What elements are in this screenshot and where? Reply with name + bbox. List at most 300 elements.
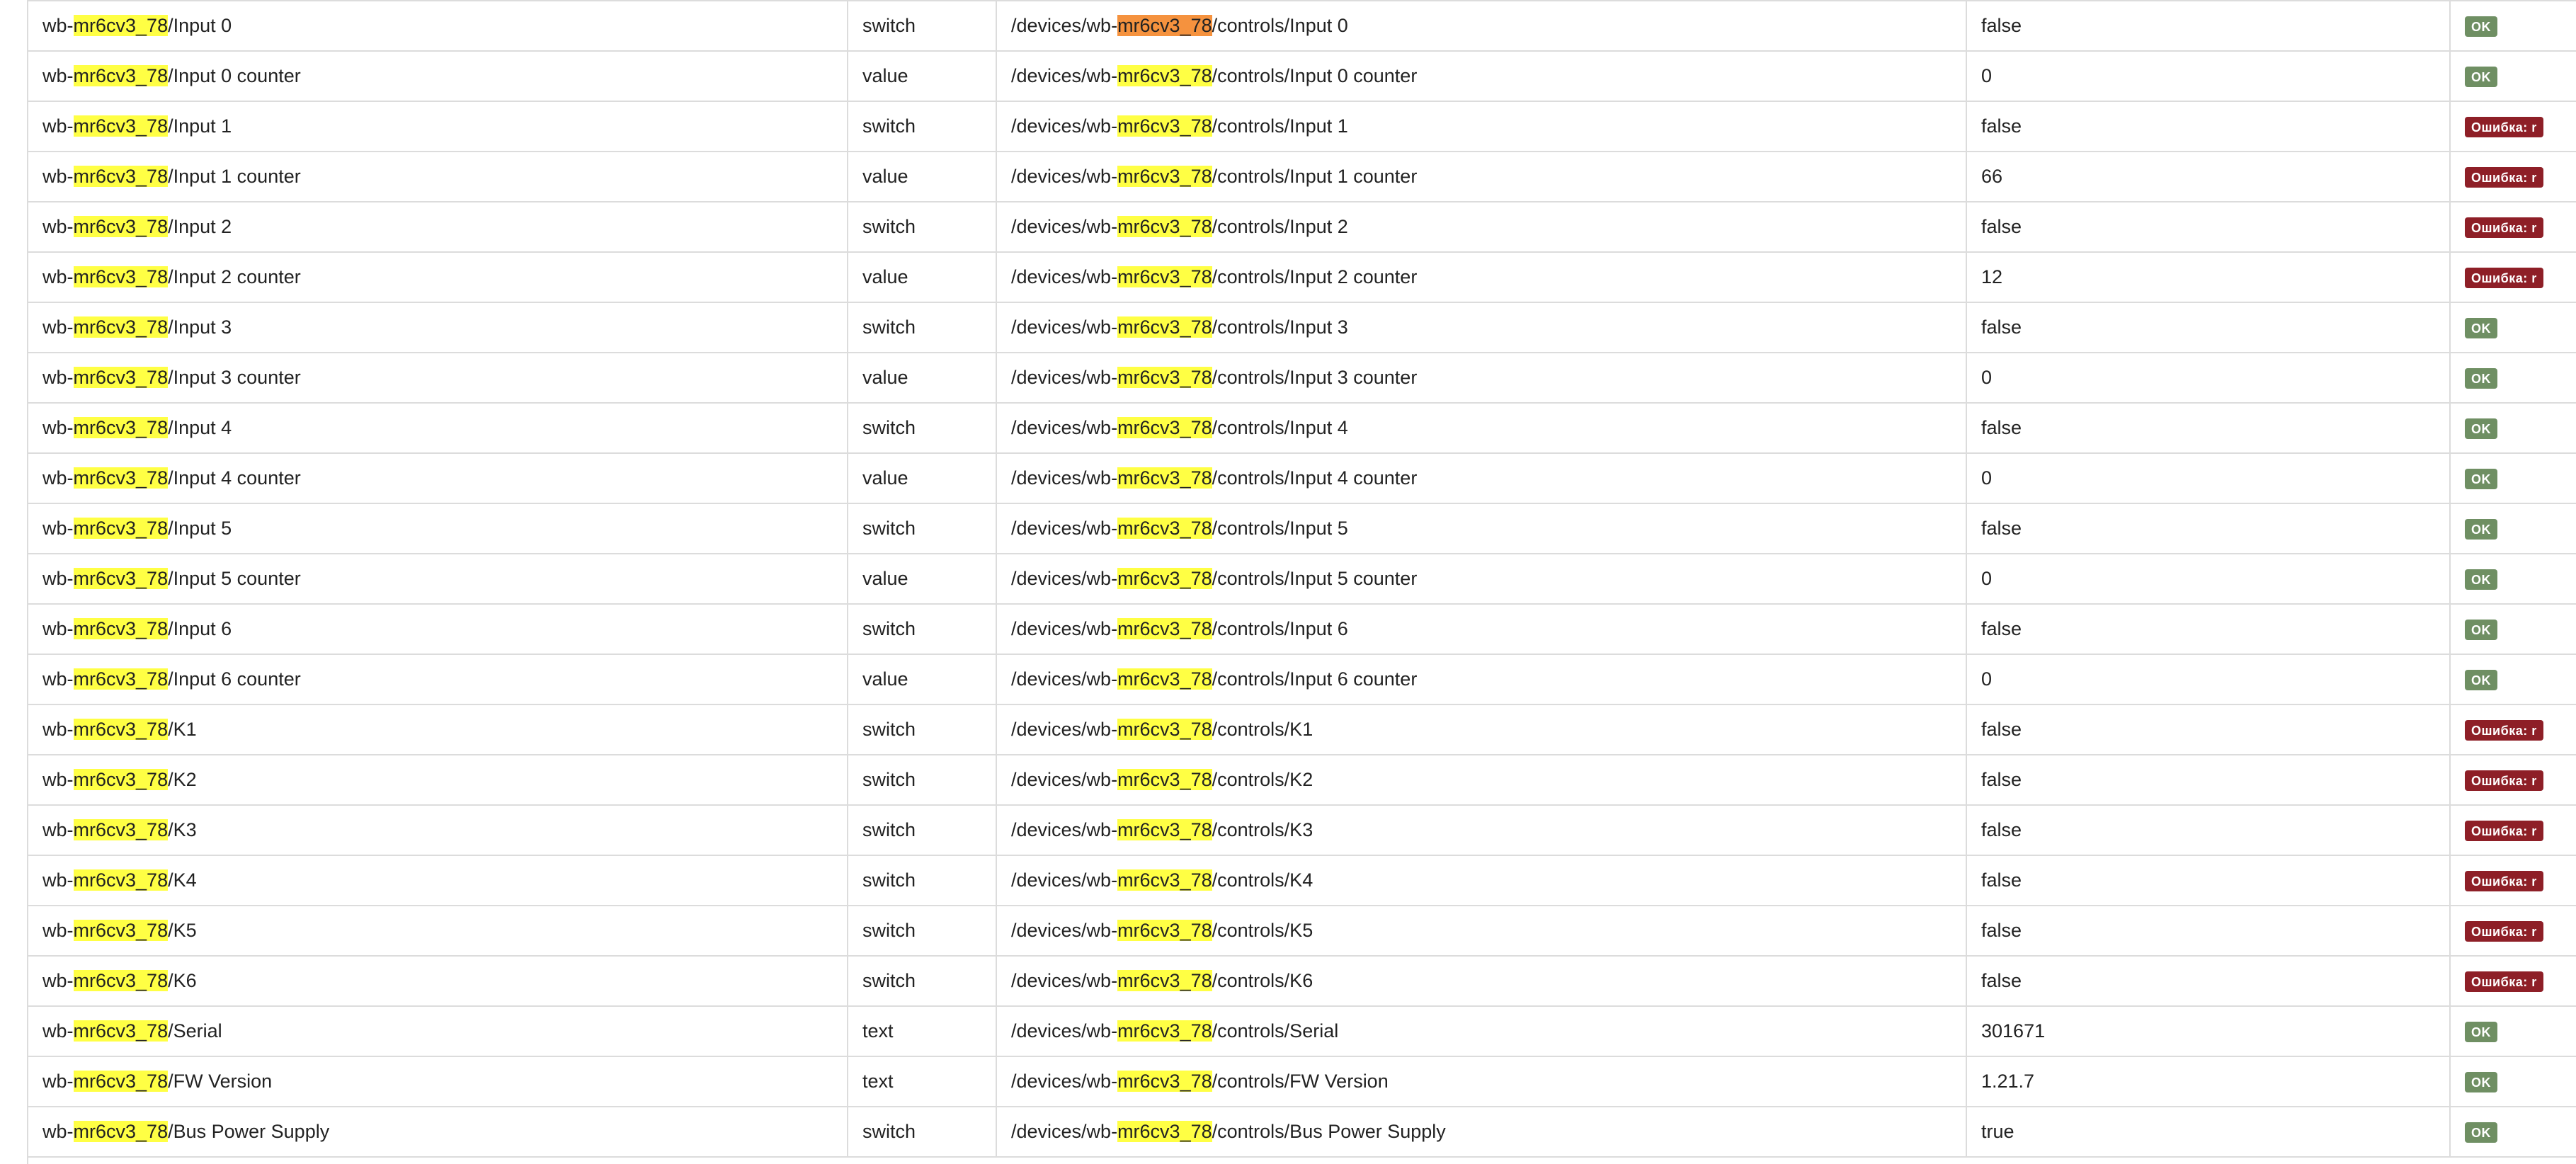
- status-badge: OK: [2465, 519, 2497, 540]
- table-row[interactable]: [28, 403, 2576, 453]
- channel-type: switch: [862, 920, 916, 941]
- search-match-highlight: mr6cv3_78: [73, 869, 169, 891]
- channel-name-prefix: wb-: [42, 367, 74, 388]
- channel-name-suffix: /Input 1: [168, 115, 232, 137]
- channel-value-cell: [1966, 1107, 2450, 1157]
- table-row[interactable]: [28, 554, 2576, 604]
- channel-value: false: [1981, 769, 2022, 790]
- channel-value: false: [1981, 518, 2022, 539]
- channel-name-prefix: wb-: [42, 819, 74, 840]
- topic-prefix: /devices/wb-: [1011, 970, 1118, 991]
- channel-value-cell: [1966, 1, 2450, 51]
- channel-value: false: [1981, 618, 2022, 639]
- channel-name-prefix: wb-: [42, 668, 74, 690]
- status-badge: OK: [2465, 670, 2497, 690]
- mqtt-topic-cell: [996, 704, 1966, 755]
- search-match-highlight: mr6cv3_78: [73, 216, 169, 237]
- search-match-highlight: mr6cv3_78: [1117, 618, 1212, 639]
- channel-type: value: [862, 166, 908, 187]
- channel-name-prefix: wb-: [42, 1020, 74, 1042]
- search-match-highlight: mr6cv3_78: [1117, 1121, 1212, 1142]
- channel-name-cell: [28, 906, 848, 956]
- channel-value: false: [1981, 719, 2022, 740]
- table-row[interactable]: [28, 453, 2576, 503]
- channel-name-cell: [28, 101, 848, 152]
- channel-name-cell: [28, 654, 848, 704]
- channel-type-cell: [848, 755, 996, 805]
- channel-value: 12: [1981, 266, 2003, 287]
- search-match-highlight: mr6cv3_78: [1117, 568, 1212, 589]
- topic-prefix: /devices/wb-: [1011, 869, 1118, 891]
- channel-value: 0: [1981, 65, 1993, 86]
- status-cell: [2450, 604, 2576, 654]
- channel-name-suffix: /Input 4: [168, 417, 232, 438]
- search-match-highlight: mr6cv3_78: [1117, 1071, 1212, 1092]
- channel-value-cell: [1966, 302, 2450, 353]
- table-row[interactable]: [28, 302, 2576, 353]
- channel-type-cell: [848, 403, 996, 453]
- search-match-highlight: mr6cv3_78: [73, 15, 169, 36]
- channel-type-cell: [848, 453, 996, 503]
- mqtt-topic-cell: [996, 453, 1966, 503]
- mqtt-topic-cell: [996, 1107, 1966, 1157]
- channel-name-cell: [28, 503, 848, 554]
- table-row[interactable]: [28, 202, 2576, 252]
- topic-prefix: /devices/wb-: [1011, 819, 1118, 840]
- search-match-highlight: mr6cv3_78: [73, 1121, 169, 1142]
- channel-type-cell: [848, 956, 996, 1006]
- status-cell: [2450, 956, 2576, 1006]
- table-row[interactable]: [28, 956, 2576, 1006]
- channel-type-cell: [848, 51, 996, 101]
- search-match-highlight: mr6cv3_78: [73, 819, 169, 840]
- status-badge: Ошибка: r: [2465, 217, 2543, 238]
- status-badge: OK: [2465, 1072, 2497, 1092]
- channel-value: false: [1981, 970, 2022, 991]
- channel-value-cell: [1966, 704, 2450, 755]
- table-row[interactable]: [28, 755, 2576, 805]
- channel-value-cell: [1966, 202, 2450, 252]
- channel-value: false: [1981, 920, 2022, 941]
- table-row[interactable]: [28, 353, 2576, 403]
- topic-suffix: /controls/Bus Power Supply: [1212, 1121, 1446, 1142]
- table-row[interactable]: [28, 855, 2576, 906]
- status-badge: Ошибка: r: [2465, 720, 2543, 741]
- search-match-highlight: mr6cv3_78: [73, 668, 169, 690]
- channel-value-cell: [1966, 604, 2450, 654]
- topic-suffix: /controls/K6: [1212, 970, 1313, 991]
- search-match-highlight: mr6cv3_78: [73, 920, 169, 941]
- channel-name-prefix: wb-: [42, 769, 74, 790]
- channels-table-container: [27, 0, 2576, 1164]
- search-match-highlight: mr6cv3_78: [1117, 266, 1212, 287]
- topic-prefix: /devices/wb-: [1011, 367, 1118, 388]
- channel-value: false: [1981, 216, 2022, 237]
- channel-type: switch: [862, 618, 916, 639]
- topic-prefix: /devices/wb-: [1011, 316, 1118, 338]
- topic-prefix: /devices/wb-: [1011, 618, 1118, 639]
- topic-prefix: /devices/wb-: [1011, 668, 1118, 690]
- mqtt-topic-cell: [996, 302, 1966, 353]
- search-match-highlight: mr6cv3_78: [1117, 65, 1212, 86]
- channel-type: switch: [862, 417, 916, 438]
- table-row[interactable]: [28, 1, 2576, 51]
- channel-type: switch: [862, 970, 916, 991]
- channel-name-suffix: /Input 6 counter: [168, 668, 301, 690]
- channel-value-cell: [1966, 252, 2450, 302]
- status-badge: Ошибка: r: [2465, 117, 2543, 137]
- channel-value: false: [1981, 417, 2022, 438]
- channel-value: false: [1981, 15, 2022, 36]
- topic-prefix: /devices/wb-: [1011, 1020, 1118, 1042]
- channel-type: value: [862, 568, 908, 589]
- status-badge: OK: [2465, 67, 2497, 87]
- table-row[interactable]: [28, 152, 2576, 202]
- topic-suffix: /controls/FW Version: [1212, 1071, 1389, 1092]
- topic-suffix: /controls/Input 4 counter: [1212, 467, 1418, 489]
- topic-prefix: /devices/wb-: [1011, 15, 1118, 36]
- channel-name-suffix: /Input 0: [168, 15, 232, 36]
- channel-value: 66: [1981, 166, 2003, 187]
- status-cell: [2450, 503, 2576, 554]
- search-match-highlight: mr6cv3_78: [73, 316, 169, 338]
- mqtt-topic-cell: [996, 1056, 1966, 1107]
- channel-name-suffix: /K4: [168, 869, 197, 891]
- channel-type-cell: [848, 1107, 996, 1157]
- channel-type-cell: [848, 503, 996, 554]
- channel-name-cell: [28, 1107, 848, 1157]
- search-match-highlight: mr6cv3_78: [73, 719, 169, 740]
- channel-name-cell: [28, 805, 848, 855]
- channel-name-suffix: /K6: [168, 970, 197, 991]
- channel-name-cell: [28, 704, 848, 755]
- status-cell: [2450, 403, 2576, 453]
- topic-prefix: /devices/wb-: [1011, 1121, 1118, 1142]
- channel-type-cell: [848, 554, 996, 604]
- search-match-highlight: mr6cv3_78: [73, 166, 169, 187]
- search-match-highlight: mr6cv3_78: [73, 970, 169, 991]
- mqtt-topic-cell: [996, 855, 1966, 906]
- channel-value-cell: [1966, 554, 2450, 604]
- topic-suffix: /controls/Input 5: [1212, 518, 1348, 539]
- topic-suffix: /controls/Serial: [1212, 1020, 1339, 1042]
- channel-name-cell: [28, 604, 848, 654]
- search-match-highlight: mr6cv3_78: [73, 367, 169, 388]
- channel-value: false: [1981, 115, 2022, 137]
- topic-suffix: /controls/K4: [1212, 869, 1313, 891]
- channel-name-suffix: /Input 3: [168, 316, 232, 338]
- status-cell: [2450, 654, 2576, 704]
- channel-type-cell: [848, 152, 996, 202]
- channel-value: 0: [1981, 568, 1993, 589]
- channel-value-cell: [1966, 101, 2450, 152]
- search-match-highlight: mr6cv3_78: [73, 65, 169, 86]
- channel-name-prefix: wb-: [42, 316, 74, 338]
- channel-name-prefix: wb-: [42, 719, 74, 740]
- status-badge: OK: [2465, 1122, 2497, 1143]
- table-row[interactable]: [28, 805, 2576, 855]
- mqtt-topic-cell: [996, 554, 1966, 604]
- status-badge: OK: [2465, 318, 2497, 338]
- channel-name-cell: [28, 1006, 848, 1056]
- mqtt-topic-cell: [996, 604, 1966, 654]
- channel-name-suffix: /Input 5: [168, 518, 232, 539]
- channel-value: true: [1981, 1121, 2014, 1142]
- topic-prefix: /devices/wb-: [1011, 115, 1118, 137]
- topic-prefix: /devices/wb-: [1011, 467, 1118, 489]
- mqtt-topic-cell: [996, 654, 1966, 704]
- channel-name-prefix: wb-: [42, 1071, 74, 1092]
- search-match-highlight: mr6cv3_78: [73, 518, 169, 539]
- topic-suffix: /controls/Input 3 counter: [1212, 367, 1418, 388]
- status-cell: [2450, 554, 2576, 604]
- channel-type: switch: [862, 719, 916, 740]
- channel-type: value: [862, 266, 908, 287]
- channel-type-cell: [848, 1, 996, 51]
- channel-type: switch: [862, 819, 916, 840]
- channel-value: false: [1981, 869, 2022, 891]
- status-badge: Ошибка: r: [2465, 971, 2543, 992]
- status-cell: [2450, 855, 2576, 906]
- search-match-highlight: mr6cv3_78: [1117, 769, 1212, 790]
- topic-suffix: /controls/Input 4: [1212, 417, 1348, 438]
- topic-suffix: /controls/K1: [1212, 719, 1313, 740]
- status-cell: [2450, 152, 2576, 202]
- status-cell: [2450, 202, 2576, 252]
- topic-prefix: /devices/wb-: [1011, 719, 1118, 740]
- search-match-highlight: mr6cv3_78: [73, 769, 169, 790]
- channel-value: 0: [1981, 467, 1993, 489]
- search-match-highlight: mr6cv3_78: [73, 1020, 169, 1042]
- table-row[interactable]: [28, 704, 2576, 755]
- channel-type: value: [862, 367, 908, 388]
- topic-prefix: /devices/wb-: [1011, 1071, 1118, 1092]
- search-match-highlight: mr6cv3_78: [1117, 1020, 1212, 1042]
- channel-name-cell: [28, 453, 848, 503]
- channel-name-prefix: wb-: [42, 467, 74, 489]
- channel-name-suffix: /Input 2 counter: [168, 266, 301, 287]
- topic-prefix: /devices/wb-: [1011, 266, 1118, 287]
- channel-name-prefix: wb-: [42, 568, 74, 589]
- status-badge: OK: [2465, 368, 2497, 389]
- channel-name-prefix: wb-: [42, 970, 74, 991]
- channel-type: text: [862, 1071, 894, 1092]
- channel-name-cell: [28, 1, 848, 51]
- mqtt-topic-cell: [996, 353, 1966, 403]
- status-cell: [2450, 302, 2576, 353]
- channel-name-cell: [28, 252, 848, 302]
- status-badge: Ошибка: r: [2465, 921, 2543, 942]
- search-match-highlight: mr6cv3_78: [73, 568, 169, 589]
- table-row[interactable]: [28, 1056, 2576, 1107]
- status-cell: [2450, 805, 2576, 855]
- topic-prefix: /devices/wb-: [1011, 518, 1118, 539]
- topic-suffix: /controls/Input 1: [1212, 115, 1348, 137]
- channel-name-cell: [28, 202, 848, 252]
- topic-suffix: /controls/K5: [1212, 920, 1313, 941]
- mqtt-topic-cell: [996, 152, 1966, 202]
- search-match-highlight: mr6cv3_78: [1117, 518, 1212, 539]
- channel-value-cell: [1966, 453, 2450, 503]
- topic-suffix: /controls/Input 5 counter: [1212, 568, 1418, 589]
- channel-name-suffix: /K2: [168, 769, 197, 790]
- mqtt-topic-cell: [996, 755, 1966, 805]
- search-match-highlight: mr6cv3_78: [73, 115, 169, 137]
- channel-value-cell: [1966, 755, 2450, 805]
- channel-name-cell: [28, 403, 848, 453]
- topic-suffix: /controls/Input 1 counter: [1212, 166, 1418, 187]
- status-cell: [2450, 51, 2576, 101]
- status-badge: OK: [2465, 16, 2497, 37]
- table-row[interactable]: [28, 503, 2576, 554]
- channel-name-suffix: /Input 0 counter: [168, 65, 301, 86]
- channel-name-prefix: wb-: [42, 216, 74, 237]
- channel-name-cell: [28, 353, 848, 403]
- channel-type: value: [862, 65, 908, 86]
- channel-name-suffix: /K5: [168, 920, 197, 941]
- search-match-highlight: mr6cv3_78: [73, 1071, 169, 1092]
- search-match-highlight: mr6cv3_78: [1117, 115, 1212, 137]
- search-match-highlight: mr6cv3_78: [1117, 417, 1212, 438]
- channel-type: switch: [862, 769, 916, 790]
- channel-type: switch: [862, 15, 916, 36]
- search-match-highlight: mr6cv3_78: [1117, 467, 1212, 489]
- channel-type-cell: [848, 604, 996, 654]
- channel-type-cell: [848, 101, 996, 152]
- mqtt-topic-cell: [996, 252, 1966, 302]
- channel-name-prefix: wb-: [42, 15, 74, 36]
- topic-prefix: /devices/wb-: [1011, 920, 1118, 941]
- channel-type-cell: [848, 252, 996, 302]
- table-row[interactable]: [28, 604, 2576, 654]
- table-row[interactable]: [28, 906, 2576, 956]
- channel-type-cell: [848, 704, 996, 755]
- channel-value-cell: [1966, 906, 2450, 956]
- channel-name-cell: [28, 554, 848, 604]
- channels-table: [28, 0, 2576, 1158]
- search-match-highlight: mr6cv3_78: [1117, 719, 1212, 740]
- channel-name-suffix: /FW Version: [168, 1071, 273, 1092]
- channel-name-cell: [28, 302, 848, 353]
- status-cell: [2450, 1056, 2576, 1107]
- channel-value-cell: [1966, 152, 2450, 202]
- channel-type-cell: [848, 202, 996, 252]
- status-badge: OK: [2465, 620, 2497, 640]
- channel-name-prefix: wb-: [42, 166, 74, 187]
- channel-value: 0: [1981, 668, 1993, 690]
- channel-value-cell: [1966, 503, 2450, 554]
- table-row[interactable]: [28, 654, 2576, 704]
- mqtt-topic-cell: [996, 51, 1966, 101]
- status-badge: Ошибка: r: [2465, 268, 2543, 288]
- search-match-highlight: mr6cv3_78: [1117, 970, 1212, 991]
- channel-value-cell: [1966, 855, 2450, 906]
- search-match-highlight: mr6cv3_78: [1117, 869, 1212, 891]
- search-match-highlight: mr6cv3_78: [73, 266, 169, 287]
- channel-name-prefix: wb-: [42, 417, 74, 438]
- topic-suffix: /controls/Input 0 counter: [1212, 65, 1418, 86]
- topic-suffix: /controls/Input 6: [1212, 618, 1348, 639]
- search-match-highlight: mr6cv3_78: [1117, 367, 1212, 388]
- channel-type: value: [862, 467, 908, 489]
- channel-name-suffix: /Input 4 counter: [168, 467, 301, 489]
- channel-type: text: [862, 1020, 894, 1042]
- mqtt-topic-cell: [996, 101, 1966, 152]
- search-match-highlight: mr6cv3_78: [1117, 316, 1212, 338]
- channel-type: switch: [862, 869, 916, 891]
- table-row[interactable]: [28, 51, 2576, 101]
- channel-name-suffix: /Input 6: [168, 618, 232, 639]
- status-badge: Ошибка: r: [2465, 167, 2543, 188]
- status-cell: [2450, 906, 2576, 956]
- mqtt-topic-cell: [996, 805, 1966, 855]
- channel-type-cell: [848, 353, 996, 403]
- status-cell: [2450, 1006, 2576, 1056]
- channel-name-prefix: wb-: [42, 618, 74, 639]
- channel-name-prefix: wb-: [42, 115, 74, 137]
- channel-name-prefix: wb-: [42, 1121, 74, 1142]
- status-badge: Ошибка: r: [2465, 871, 2543, 891]
- channel-name-suffix: /Input 2: [168, 216, 232, 237]
- channel-type-cell: [848, 906, 996, 956]
- channel-name-cell: [28, 855, 848, 906]
- channel-name-prefix: wb-: [42, 920, 74, 941]
- channel-name-suffix: /Bus Power Supply: [168, 1121, 330, 1142]
- search-match-highlight: mr6cv3_78: [1117, 216, 1212, 237]
- channel-name-cell: [28, 51, 848, 101]
- search-match-highlight: mr6cv3_78: [73, 467, 169, 489]
- channel-value-cell: [1966, 956, 2450, 1006]
- channel-value: 0: [1981, 367, 1993, 388]
- channel-value-cell: [1966, 805, 2450, 855]
- channel-value-cell: [1966, 1006, 2450, 1056]
- channel-value-cell: [1966, 654, 2450, 704]
- status-badge: OK: [2465, 418, 2497, 439]
- channel-name-suffix: /K1: [168, 719, 197, 740]
- topic-suffix: /controls/K2: [1212, 769, 1313, 790]
- channel-type-cell: [848, 654, 996, 704]
- status-cell: [2450, 353, 2576, 403]
- status-cell: [2450, 704, 2576, 755]
- table-row[interactable]: [28, 1006, 2576, 1056]
- mqtt-topic-cell: [996, 1, 1966, 51]
- status-cell: [2450, 252, 2576, 302]
- channel-type-cell: [848, 855, 996, 906]
- topic-prefix: /devices/wb-: [1011, 65, 1118, 86]
- table-row[interactable]: [28, 101, 2576, 152]
- channel-value: false: [1981, 819, 2022, 840]
- mqtt-topic-cell: [996, 1006, 1966, 1056]
- channel-name-prefix: wb-: [42, 869, 74, 891]
- channel-type: value: [862, 668, 908, 690]
- channel-name-suffix: /K3: [168, 819, 197, 840]
- channel-type-cell: [848, 302, 996, 353]
- search-match-highlight: mr6cv3_78: [1117, 166, 1212, 187]
- topic-suffix: /controls/Input 6 counter: [1212, 668, 1418, 690]
- table-row[interactable]: [28, 252, 2576, 302]
- channel-type: switch: [862, 316, 916, 338]
- table-row[interactable]: [28, 1107, 2576, 1157]
- channel-name-suffix: /Serial: [168, 1020, 222, 1042]
- channel-value: 1.21.7: [1981, 1071, 2035, 1092]
- topic-suffix: /controls/Input 2: [1212, 216, 1348, 237]
- channel-value: false: [1981, 316, 2022, 338]
- channel-name-cell: [28, 755, 848, 805]
- topic-prefix: /devices/wb-: [1011, 568, 1118, 589]
- topic-suffix: /controls/Input 0: [1212, 15, 1348, 36]
- status-cell: [2450, 101, 2576, 152]
- status-badge: OK: [2465, 569, 2497, 590]
